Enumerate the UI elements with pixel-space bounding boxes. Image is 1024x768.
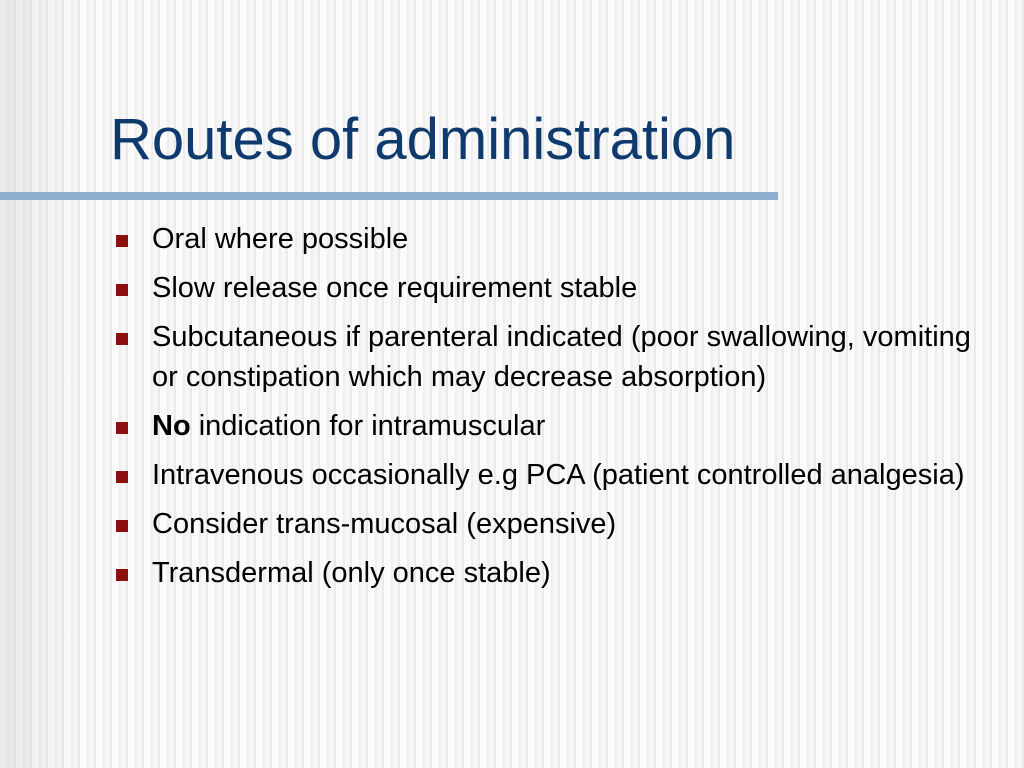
bullet-item-trans-mucosal (112, 504, 992, 544)
square-bullet-icon (116, 569, 128, 581)
square-bullet-icon (116, 520, 128, 532)
bullet-text: Consider trans-mucosal (expensive) (152, 508, 617, 540)
square-bullet-icon (116, 284, 128, 296)
background-shade (0, 0, 80, 768)
bullet-item-oral (112, 219, 992, 259)
bullet-item-intravenous (112, 455, 992, 495)
square-bullet-icon (116, 422, 128, 434)
square-bullet-icon (116, 235, 128, 247)
bullet-text: indication for intramuscular (190, 410, 546, 442)
bullet-text: Intravenous occasionally e.g PCA (patient controlled analgesia) (152, 459, 965, 491)
slide-title: Routes of administration (110, 107, 736, 172)
bullet-item-intramuscular (112, 406, 992, 446)
bullet-item-transdermal (112, 553, 992, 593)
bullet-text: Oral where possible (152, 223, 409, 255)
bullet-text: Transdermal (only once stable) (152, 557, 551, 589)
bullet-text: Subcutaneous if parenteral indicated (poor swallowing, vomiting or constipation which may decrease absorption) (152, 321, 971, 393)
bullet-item-slow-release (112, 268, 992, 308)
square-bullet-icon (116, 333, 128, 345)
bullet-item-subcutaneous (112, 317, 992, 397)
title-underline (0, 192, 778, 200)
bullet-text: Slow release once requirement stable (152, 272, 638, 304)
bullet-emphasis: No (152, 410, 191, 442)
square-bullet-icon (116, 471, 128, 483)
bullet-list (112, 219, 992, 602)
